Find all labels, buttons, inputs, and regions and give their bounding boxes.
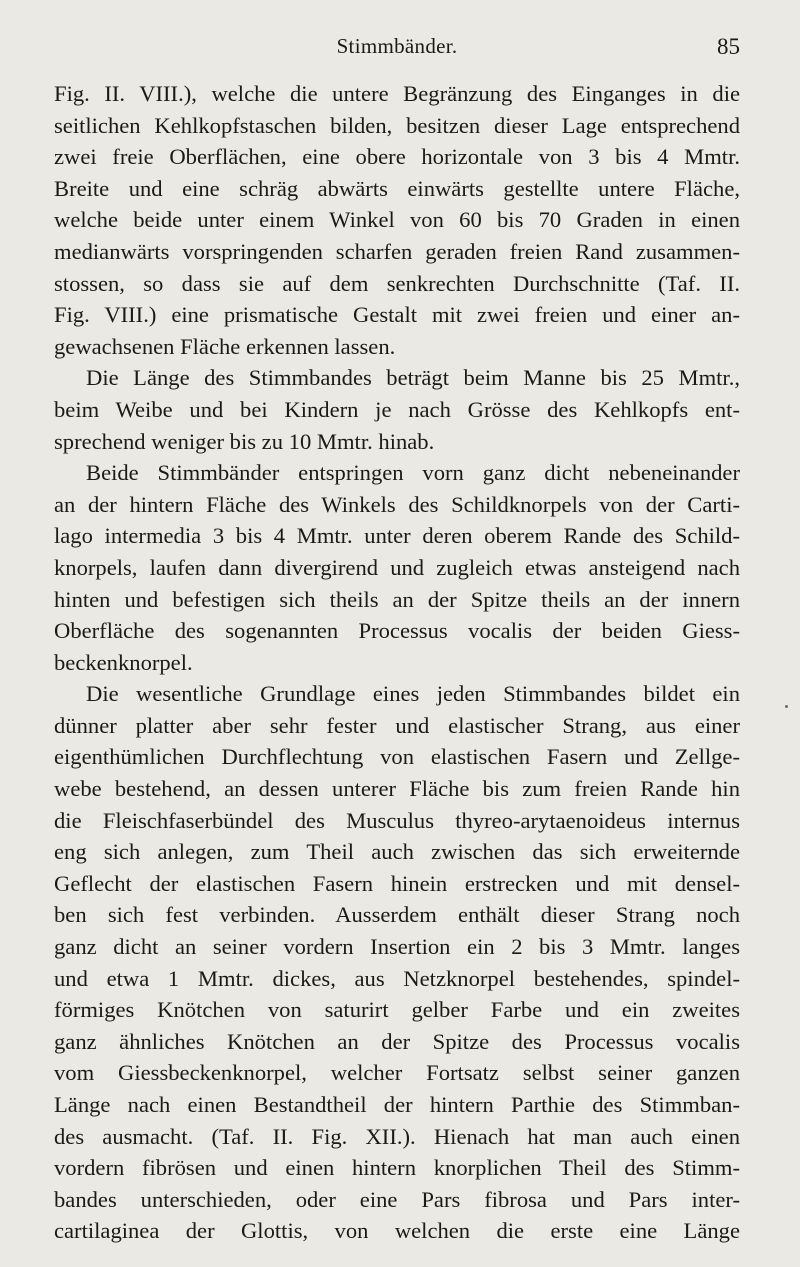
text-line: beim Weibe und bei Kindern je nach Grösse des Kehlkopfs ent- xyxy=(54,396,740,422)
text-line: hinten und befestigen sich theils an der Spitze theils an der innern xyxy=(54,586,740,612)
text-line: Beide Stimmbänder entspringen vorn ganz dicht nebeneinander xyxy=(86,460,740,486)
page-header xyxy=(54,34,740,64)
text-line: seitlichen Kehlkopfstaschen bilden, besitzen dieser Lage entsprechend xyxy=(54,112,740,138)
text-line: zwei freie Oberflächen, eine obere horizontale von 3 bis 4 Mmtr. xyxy=(54,144,740,170)
page-number: 85 xyxy=(717,34,740,59)
text-line: an der hintern Fläche des Winkels des Schildknorpels von der Carti- xyxy=(54,491,740,517)
text-line: des ausmacht. (Taf. II. Fig. XII.). Hienach hat man auch einen xyxy=(54,1123,740,1149)
text-line: stossen, so dass sie auf dem senkrechten Durchschnitte (Taf. II. xyxy=(54,270,740,296)
text-line: sprechend weniger bis zu 10 Mmtr. hinab. xyxy=(54,428,435,454)
text-line: ben sich fest verbinden. Ausserdem enthält dieser Strang noch xyxy=(54,902,740,928)
text-line: vom Giessbeckenknorpel, welcher Fortsatz selbst seiner ganzen xyxy=(54,1060,740,1086)
text-line: webe bestehend, an dessen unterer Fläche bis zum freien Rande hin xyxy=(54,776,740,802)
running-title: Stimmbänder. xyxy=(336,34,458,58)
text-line: bandes unterschieden, oder eine Pars fibrosa und Pars inter- xyxy=(54,1186,740,1212)
text-line: beckenknorpel. xyxy=(54,649,193,675)
text-line: eng sich anlegen, zum Theil auch zwischen das sich erweiternde xyxy=(54,839,740,865)
text-line: ganz ähnliches Knötchen an der Spitze des Processus vocalis xyxy=(54,1028,740,1054)
text-line: welche beide unter einem Winkel von 60 bis 70 Graden in einen xyxy=(54,207,740,233)
text-line: gewachsenen Fläche erkennen lassen. xyxy=(54,333,396,359)
text-line: dünner platter aber sehr fester und elastischer Strang, aus einer xyxy=(54,712,740,738)
text-line: vordern fibrösen und einen hintern knorplichen Theil des Stimm- xyxy=(54,1155,740,1181)
text-line: medianwärts vorspringenden scharfen geraden freien Rand zusammen- xyxy=(54,238,740,264)
text-line: Länge nach einen Bestandtheil der hintern Parthie des Stimmban- xyxy=(54,1092,740,1117)
text-line: eigenthümlichen Durchflechtung von elastischen Fasern und Zellge- xyxy=(54,744,740,770)
text-line: Fig. II. VIII.), welche die untere Begränzung des Einganges in die xyxy=(54,81,740,106)
text-line: und etwa 1 Mmtr. dickes, aus Netzknorpel bestehendes, spindel- xyxy=(54,965,740,991)
text-line: Geflecht der elastischen Fasern hinein erstrecken und mit densel- xyxy=(54,870,740,896)
text-line: Oberfläche des sogenannten Processus vocalis der beiden Giess- xyxy=(54,618,740,644)
body-text xyxy=(54,78,740,1247)
text-line: förmiges Knötchen von saturirt gelber Farbe und ein zweites xyxy=(54,997,740,1023)
text-line: knorpels, laufen dann divergirend und zugleich etwas ansteigend nach xyxy=(54,554,740,580)
text-line: Die wesentliche Grundlage eines jeden Stimmbandes bildet ein xyxy=(86,681,740,707)
text-line: ganz dicht an seiner vordern Insertion ein 2 bis 3 Mmtr. langes xyxy=(54,934,740,960)
text-line: Breite und eine schräg abwärts einwärts gestellte untere Fläche, xyxy=(54,175,740,201)
text-line: Die Länge des Stimmbandes beträgt beim Manne bis 25 Mmtr., xyxy=(86,365,740,391)
text-line: die Fleischfaserbündel des Musculus thyreo-arytaenoideus internus xyxy=(54,807,740,833)
text-line: lago intermedia 3 bis 4 Mmtr. unter deren oberem Rande des Schild- xyxy=(54,523,740,549)
text-line: cartilaginea der Glottis, von welchen die erste eine Länge xyxy=(54,1218,740,1244)
margin-speck xyxy=(785,705,788,708)
text-line: Fig. VIII.) eine prismatische Gestalt mit zwei freien und einer an- xyxy=(54,302,740,328)
